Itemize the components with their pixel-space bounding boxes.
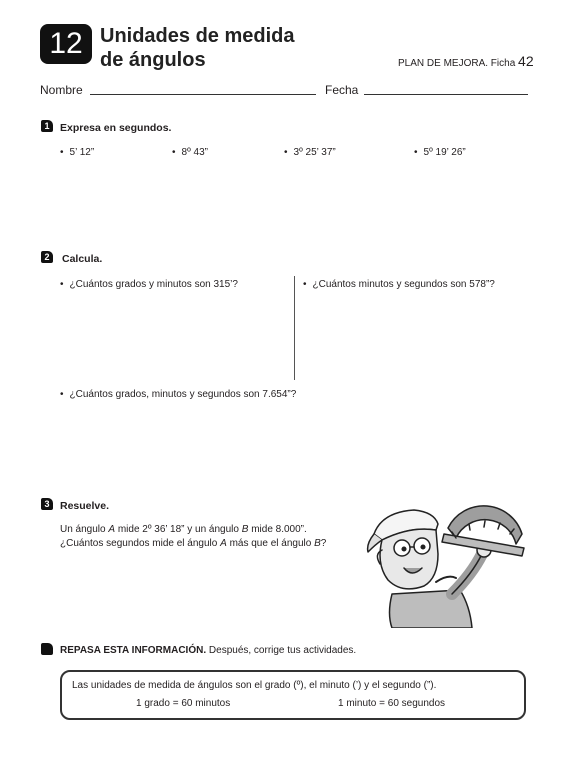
- section-1-title: Expresa en segundos.: [60, 122, 172, 134]
- problem-line-1: [60, 524, 307, 535]
- exercise-1-item: • 8º 43”: [172, 147, 208, 158]
- section-2-title: Calcula.: [62, 253, 103, 265]
- angle-b-label: B: [314, 538, 321, 549]
- angle-a-label: A: [108, 524, 116, 535]
- problem-text: Un ángulo: [60, 524, 106, 535]
- section-1-number: 1: [41, 120, 53, 132]
- column-divider: [294, 276, 295, 380]
- title-line-2: de ángulos: [100, 49, 206, 71]
- problem-text: ?: [320, 538, 327, 549]
- name-label: Nombre: [40, 83, 83, 97]
- angle-b-label: B: [241, 524, 249, 535]
- review-marker: [41, 643, 53, 655]
- review-title-bold: REPASA ESTA INFORMACIÓN.: [60, 645, 207, 656]
- fact-minute: 1 minuto = 60 segundos: [338, 698, 446, 709]
- page-title: [100, 24, 295, 72]
- exercise-2-question: • ¿Cuántos grados y minutos son 315’?: [60, 279, 238, 290]
- fact-degree: 1 grado = 60 minutos: [136, 698, 231, 709]
- section-3-number: 3: [41, 498, 53, 510]
- review-heading: [60, 645, 356, 656]
- info-box: [60, 670, 526, 720]
- problem-text: más que el ángulo: [229, 538, 312, 549]
- date-label: Fecha: [325, 83, 359, 97]
- angle-a-label: A: [220, 538, 227, 549]
- info-box-text: Las unidades de medida de ángulos son el grado (º), el minuto (’) y el segundo (”).: [72, 680, 437, 691]
- exercise-1-item: • 3º 25’ 37”: [284, 147, 336, 158]
- exercise-2-question: • ¿Cuántos grados, minutos y segundos son 7.654”?: [60, 389, 296, 400]
- exercise-1-item: • 5º 19’ 26”: [414, 147, 466, 158]
- plan-text: PLAN DE MEJORA. Ficha: [398, 58, 516, 69]
- date-field[interactable]: [364, 94, 528, 95]
- problem-text: mide 2º 36’ 18” y un ángulo: [117, 524, 239, 535]
- exercise-1-item: • 5’ 12”: [60, 147, 94, 158]
- plan-label: [398, 53, 534, 69]
- problem-text: ¿Cuántos segundos mide el ángulo: [60, 538, 218, 549]
- boy-with-protractor-icon: [352, 494, 530, 628]
- title-line-1: Unidades de medida: [100, 25, 295, 47]
- section-3-title: Resuelve.: [60, 500, 110, 512]
- name-field[interactable]: [90, 94, 316, 95]
- unit-number-badge: 12: [40, 24, 92, 64]
- exercise-2-question: • ¿Cuántos minutos y segundos son 578”?: [303, 279, 495, 290]
- plan-number: 42: [518, 53, 534, 69]
- problem-line-2: [60, 538, 326, 549]
- review-title-rest: Después, corrige tus actividades.: [208, 645, 357, 656]
- section-2-number: 2: [41, 251, 53, 263]
- problem-text: mide 8.000”.: [251, 524, 307, 535]
